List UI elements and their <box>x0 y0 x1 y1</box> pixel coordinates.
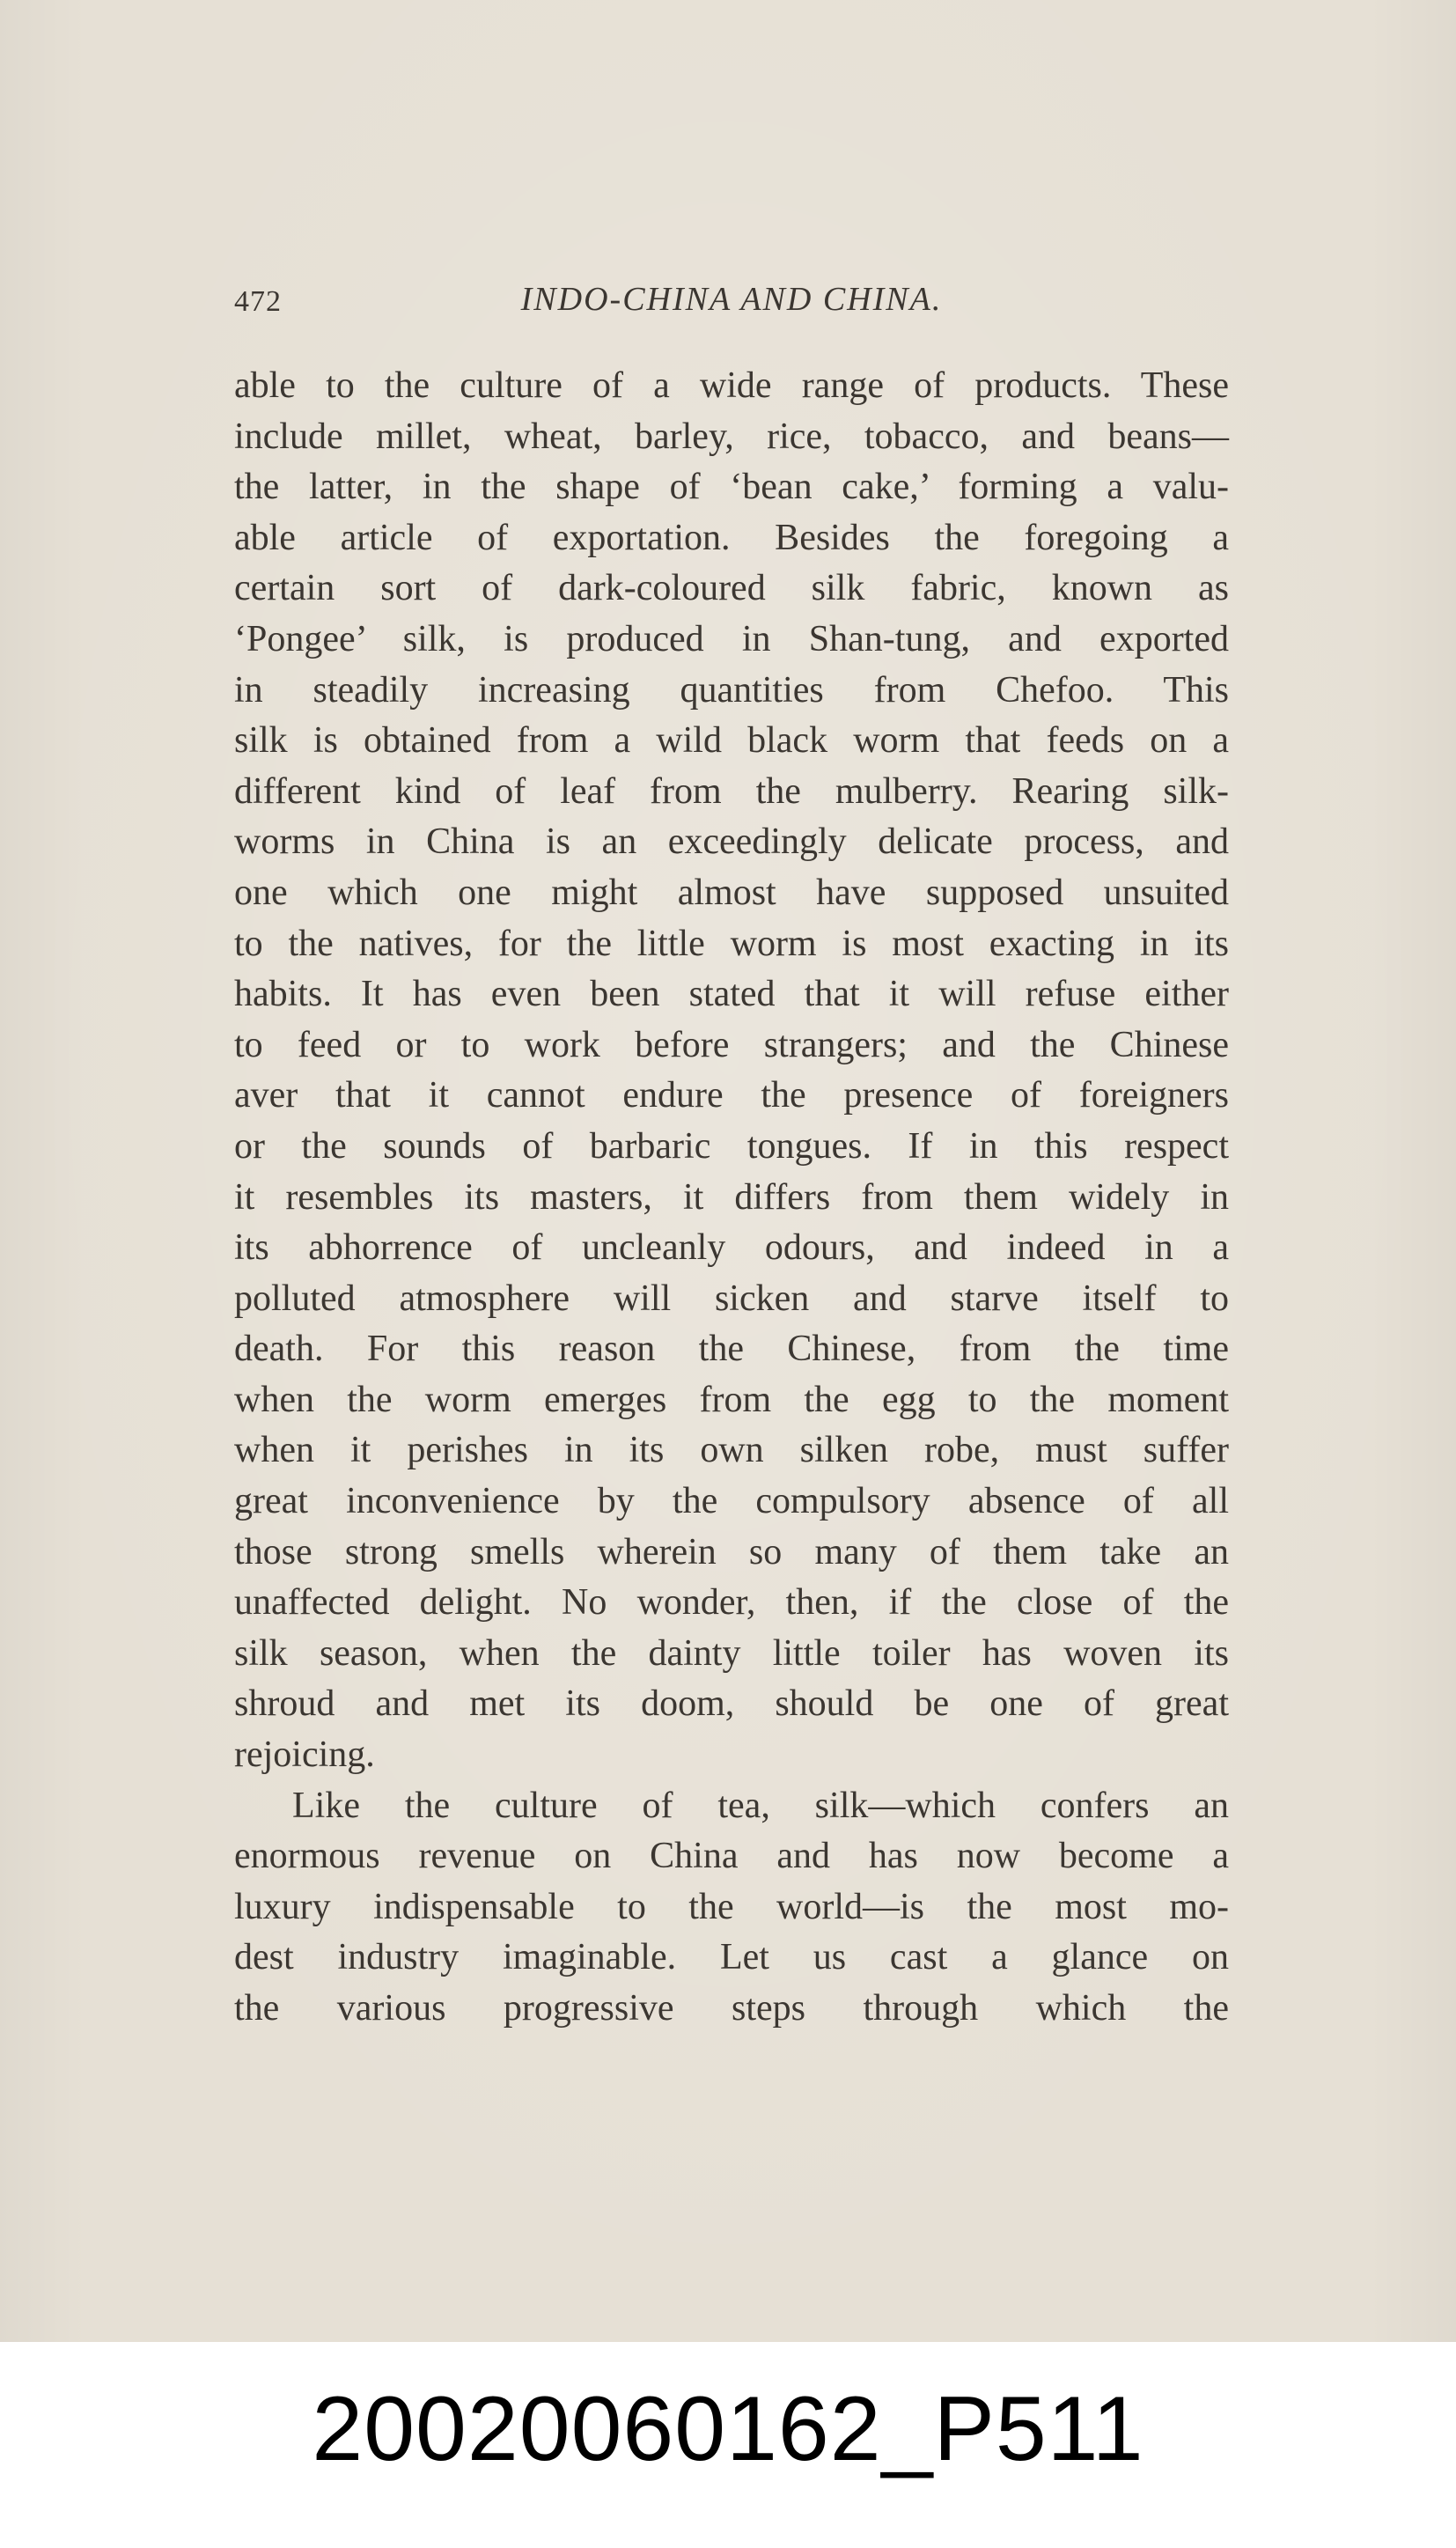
text-line: the latter, in the shape of ‘bean cake,’ forming a valu- <box>234 467 1229 508</box>
text-line: ‘Pongee’ silk, is produced in Shan-tung, and exported <box>234 618 1229 659</box>
text-line: enormous revenue on China and has now become a <box>234 1836 1229 1877</box>
text-line: polluted atmosphere will sicken and starve itself to <box>234 1278 1229 1319</box>
text-line: aver that it cannot endure the presence of foreigners <box>234 1075 1229 1116</box>
running-head: INDO-CHINA AND CHINA. <box>520 281 943 318</box>
text-line: habits. It has even been stated that it will refuse either <box>234 974 1229 1015</box>
accession-id: 20020060162_P511 <box>312 2378 1144 2480</box>
text-line: one which one might almost have supposed unsuited <box>234 872 1229 913</box>
text-line: those strong smells wherein so many of them take an <box>234 1531 1229 1572</box>
text-line: able article of exportation. Besides the foregoing a <box>234 517 1229 558</box>
paragraph-1 <box>234 361 1229 1781</box>
text-line: rejoicing. <box>234 1734 375 1776</box>
page-number: 472 <box>234 285 282 318</box>
text-line: certain sort of dark-coloured silk fabric, known as <box>234 568 1229 609</box>
text-line: great inconvenience by the compulsory absence of all <box>234 1481 1229 1522</box>
text-line: dest industry imaginable. Let us cast a glance on <box>234 1937 1229 1978</box>
text-line: luxury indispensable to the world—is the most mo- <box>234 1886 1229 1927</box>
text-line: Like the culture of tea, silk—which confers an <box>292 1785 1229 1826</box>
text-line: to feed or to work before strangers; and the Chinese <box>234 1024 1229 1065</box>
text-line: or the sounds of barbaric tongues. If in this respect <box>234 1125 1229 1167</box>
text-line: include millet, wheat, barley, rice, tobacco, and beans— <box>234 416 1229 457</box>
text-line: shroud and met its doom, should be one of great <box>234 1683 1229 1725</box>
text-line: unaffected delight. No wonder, then, if the close of the <box>234 1582 1229 1624</box>
text-line: silk is obtained from a wild black worm that feeds on a <box>234 720 1229 762</box>
text-line: the various progressive steps through which the <box>234 1988 1229 2029</box>
text-line: when it perishes in its own silken robe, must suffer <box>234 1430 1229 1471</box>
body-text <box>234 361 1229 2035</box>
text-line: when the worm emerges from the egg to the moment <box>234 1379 1229 1420</box>
text-line: it resembles its masters, it differs from them widely in <box>234 1176 1229 1218</box>
text-line: death. For this reason the Chinese, from the time <box>234 1329 1229 1370</box>
text-line: to the natives, for the little worm is most exacting in its <box>234 923 1229 964</box>
text-line: silk season, when the dainty little toiler has woven its <box>234 1632 1229 1674</box>
text-line: in steadily increasing quantities from Chefoo. This <box>234 669 1229 711</box>
text-line: its abhorrence of uncleanly odours, and indeed in a <box>234 1227 1229 1269</box>
text-line: worms in China is an exceedingly delicate process, and <box>234 821 1229 863</box>
text-line: able to the culture of a wide range of products. These <box>234 365 1229 406</box>
paragraph-2 <box>234 1781 1229 2035</box>
text-line: different kind of leaf from the mulberry. Rearing silk- <box>234 770 1229 812</box>
page-header <box>234 280 1229 324</box>
